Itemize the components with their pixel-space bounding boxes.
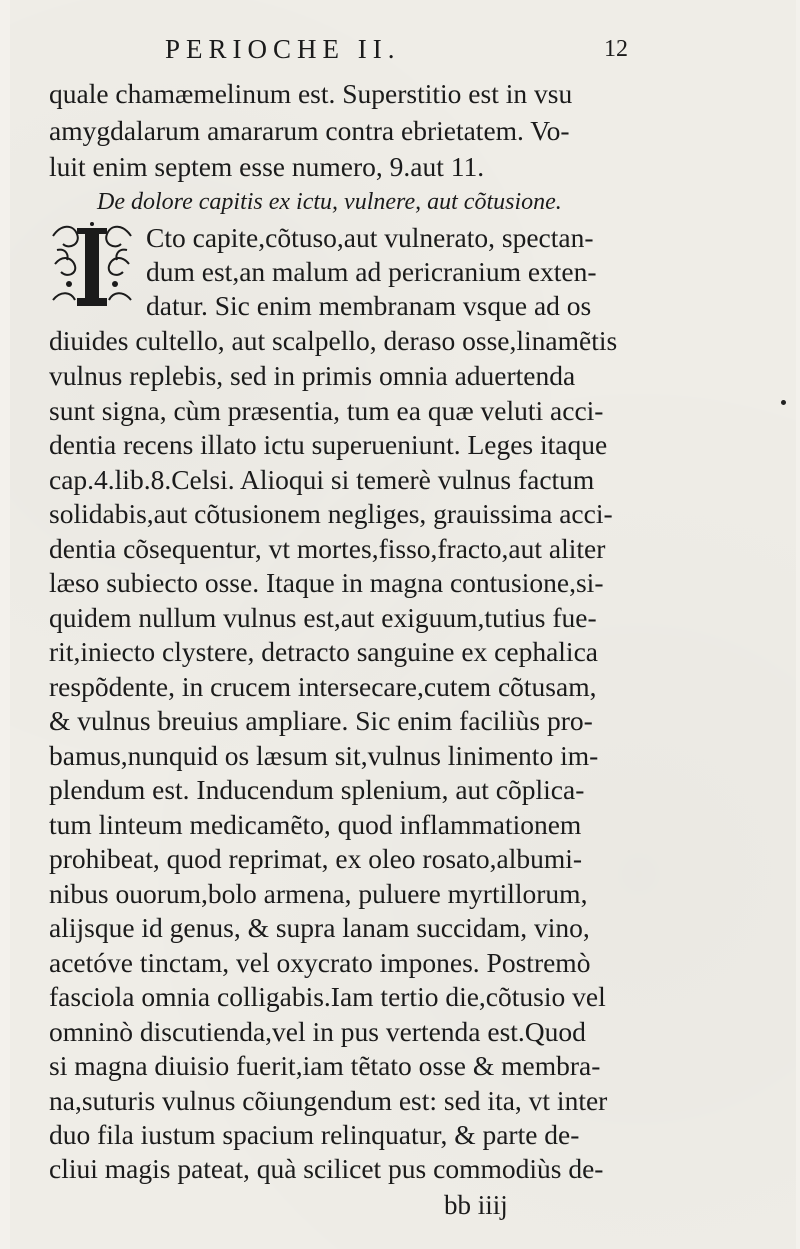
section-heading: De dolore capitis ex ictu, vulnere, aut cõtusione. <box>97 189 562 215</box>
text-line: solidabis,aut cõtusionem negliges, grauissima acci- <box>49 498 613 529</box>
text-line: na,suturis vulnus cõiungendum est: sed ita, vt inter <box>49 1085 608 1116</box>
text-line: diuides cultello, aut scalpello, deraso osse,linamẽtis <box>49 325 618 356</box>
text-line: quidem nullum vulnus est,aut exiguum,tutius fue- <box>49 602 597 633</box>
text-line: dum est,an malum ad pericranium exten- <box>146 256 597 287</box>
text-line: tum linteum medicamẽto, quod inflammationem <box>49 809 582 840</box>
text-line: si magna diuisio fuerit,iam tẽtato osse & membra- <box>49 1050 601 1081</box>
text-line: & vulnus breuius ampliare. Sic enim faciliùs pro- <box>49 705 593 736</box>
text-line: cliui magis pateat, quà scilicet pus commodiùs de- <box>49 1153 604 1184</box>
text-line: luit enim septem esse numero, 9.aut 11. <box>49 151 485 182</box>
text-line: acetóve tinctam, vel oxycrato impones. Postremò <box>49 947 591 978</box>
page-number: 12 <box>604 36 628 62</box>
text-line: nibus ouorum,bolo armena, puluere myrtillorum, <box>49 878 588 909</box>
text-line: quale chamæmelinum est. Superstitio est in vsu <box>49 78 573 109</box>
text-line: Cto capite,cõtuso,aut vulnerato, spectan- <box>146 222 594 253</box>
text-line: omninò discutienda,vel in pus vertenda est.Quod <box>49 1016 586 1047</box>
decorated-initial <box>47 220 137 312</box>
text-line: vulnus replebis, sed in primis omnia aduertenda <box>49 360 576 391</box>
text-line: fasciola omnia colligabis.Iam tertio die,cõtusio vel <box>49 981 606 1012</box>
text-line: bamus,nunquid os læsum sit,vulnus linimento im- <box>49 740 599 771</box>
margin-dot <box>781 400 786 405</box>
text-line: amygdalarum amararum contra ebrietatem. Vo- <box>49 115 570 146</box>
signature-mark: bb iiij <box>444 1190 508 1220</box>
text-line: dentia cõsequentur, vt mortes,fisso,fracto,aut aliter <box>49 533 606 564</box>
ornament-initial-icon <box>47 220 137 312</box>
text-line: alijsque id genus, & supra lanam succidam, vino, <box>49 912 590 943</box>
text-line: cap.4.lib.8.Celsi. Alioqui si temerè vulnus factum <box>49 464 595 495</box>
text-line: datur. Sic enim membranam vsque ad os <box>146 290 592 321</box>
running-head: PERIOCHE II. <box>165 34 401 64</box>
text-line: plendum est. Inducendum splenium, aut cõplica- <box>49 774 585 805</box>
text-line: prohibeat, quod reprimat, ex oleo rosato,albumi- <box>49 843 583 874</box>
text-line: respõdente, in crucem intersecare,cutem cõtusam, <box>49 671 597 702</box>
text-line: dentia recens illato ictu superueniunt. Leges itaque <box>49 429 608 460</box>
text-line: sunt signa, cùm præsentia, tum ea quæ veluti acci- <box>49 395 604 426</box>
text-line: rit,iniecto clystere, detracto sanguine ex cephalica <box>49 636 598 667</box>
text-line: læso subiecto osse. Itaque in magna contusione,si- <box>49 567 604 598</box>
text-line: duo fila iustum spacium relinquatur, & parte de- <box>49 1119 580 1150</box>
